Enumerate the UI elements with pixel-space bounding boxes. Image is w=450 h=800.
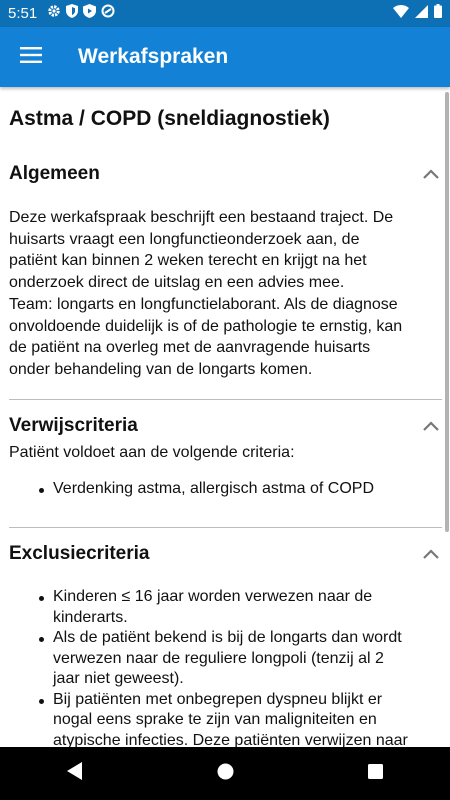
- section-title: Verwijscriteria: [9, 415, 138, 436]
- app-bar: [0, 27, 450, 87]
- list-item: Verdenking astma, allergisch astma of COPD: [0, 479, 440, 500]
- text-line: onderzoek direct de uitslag en een advies mee.: [9, 274, 345, 292]
- home-button[interactable]: [190, 747, 260, 800]
- section-divider: [9, 527, 442, 528]
- scrollbar[interactable]: [445, 92, 449, 532]
- recents-button[interactable]: [340, 747, 410, 800]
- content-scroll-area[interactable]: [0, 87, 442, 747]
- section-header-verwijscriteria[interactable]: [0, 415, 442, 445]
- text-line: huisarts vraagt een longfunctieonderzoek aan, de: [9, 230, 360, 248]
- status-time: 5:51: [8, 5, 38, 22]
- chevron-up-icon[interactable]: [422, 419, 440, 431]
- section-title: Algemeen: [9, 163, 100, 184]
- bullet-icon: [39, 596, 44, 601]
- back-icon: [67, 762, 83, 785]
- text-line: onder behandeling van de longarts komen.: [9, 360, 313, 378]
- shield-icon: [66, 4, 78, 23]
- chevron-up-icon[interactable]: [422, 167, 440, 179]
- sync-icon: [101, 4, 115, 23]
- section-header-algemeen[interactable]: [0, 163, 442, 193]
- section-title: Exclusiecriteria: [9, 543, 150, 564]
- bullet-icon: [39, 488, 44, 493]
- text-line: de patiënt na overleg met de aanvragende huisarts: [9, 339, 371, 357]
- wifi-icon: [393, 5, 409, 23]
- section-algemeen: [0, 163, 442, 193]
- page-title: Astma / COPD (sneldiagnostiek): [9, 107, 330, 130]
- section-header-exclusiecriteria[interactable]: [0, 543, 442, 573]
- status-bar: [0, 0, 450, 27]
- bullet-icon: [39, 637, 44, 642]
- menu-button[interactable]: [8, 34, 54, 80]
- bullet-icon: [39, 699, 44, 704]
- text-line: Team: longarts en longfunctielaborant. Als de diagnose: [9, 295, 398, 313]
- text-line: onvoldoende duidelijk is of de pathologie te ernstig, kan: [9, 317, 403, 335]
- back-button[interactable]: [40, 747, 110, 800]
- section-exclusiecriteria: [0, 543, 442, 573]
- chevron-up-icon[interactable]: [422, 547, 440, 559]
- navigation-bar: [0, 747, 450, 800]
- verwijscriteria-list: [0, 479, 440, 500]
- list-item: Kinderen ≤ 16 jaar worden verwezen naar de kinderarts.: [0, 587, 440, 628]
- list-item: Als de patiënt bekend is bij de longarts dan wordt verwezen naar de reguliere longpoli (tenzij al 2 jaar niet geweest).: [0, 628, 440, 690]
- signal-icon: [415, 5, 428, 23]
- section-verwijscriteria: [0, 415, 442, 445]
- app-title: Werkafspraken: [78, 45, 229, 68]
- battery-icon: [434, 4, 442, 23]
- list-item: Bij patiënten met onbegrepen dyspneu blijkt er nogal eens sprake te zijn van maligniteiten en atypische infecties. Deze patiënten verwijzen naar: [0, 690, 440, 748]
- text-line: patiënt kan binnen 2 weken terecht en krijgt na het: [9, 252, 367, 270]
- algemeen-text: [9, 207, 439, 381]
- verwijscriteria-intro: Patiënt voldoet aan de volgende criteria:: [9, 444, 295, 461]
- text-line: Deze werkafspraak beschrijft een bestaand traject. De: [9, 209, 394, 226]
- home-icon: [217, 763, 234, 785]
- hamburger-menu-icon: [20, 47, 42, 68]
- recents-icon: [368, 764, 383, 784]
- play-protect-icon: [83, 4, 96, 23]
- gear-icon: [47, 4, 61, 23]
- exclusiecriteria-list: [0, 587, 440, 747]
- section-divider: [9, 399, 442, 400]
